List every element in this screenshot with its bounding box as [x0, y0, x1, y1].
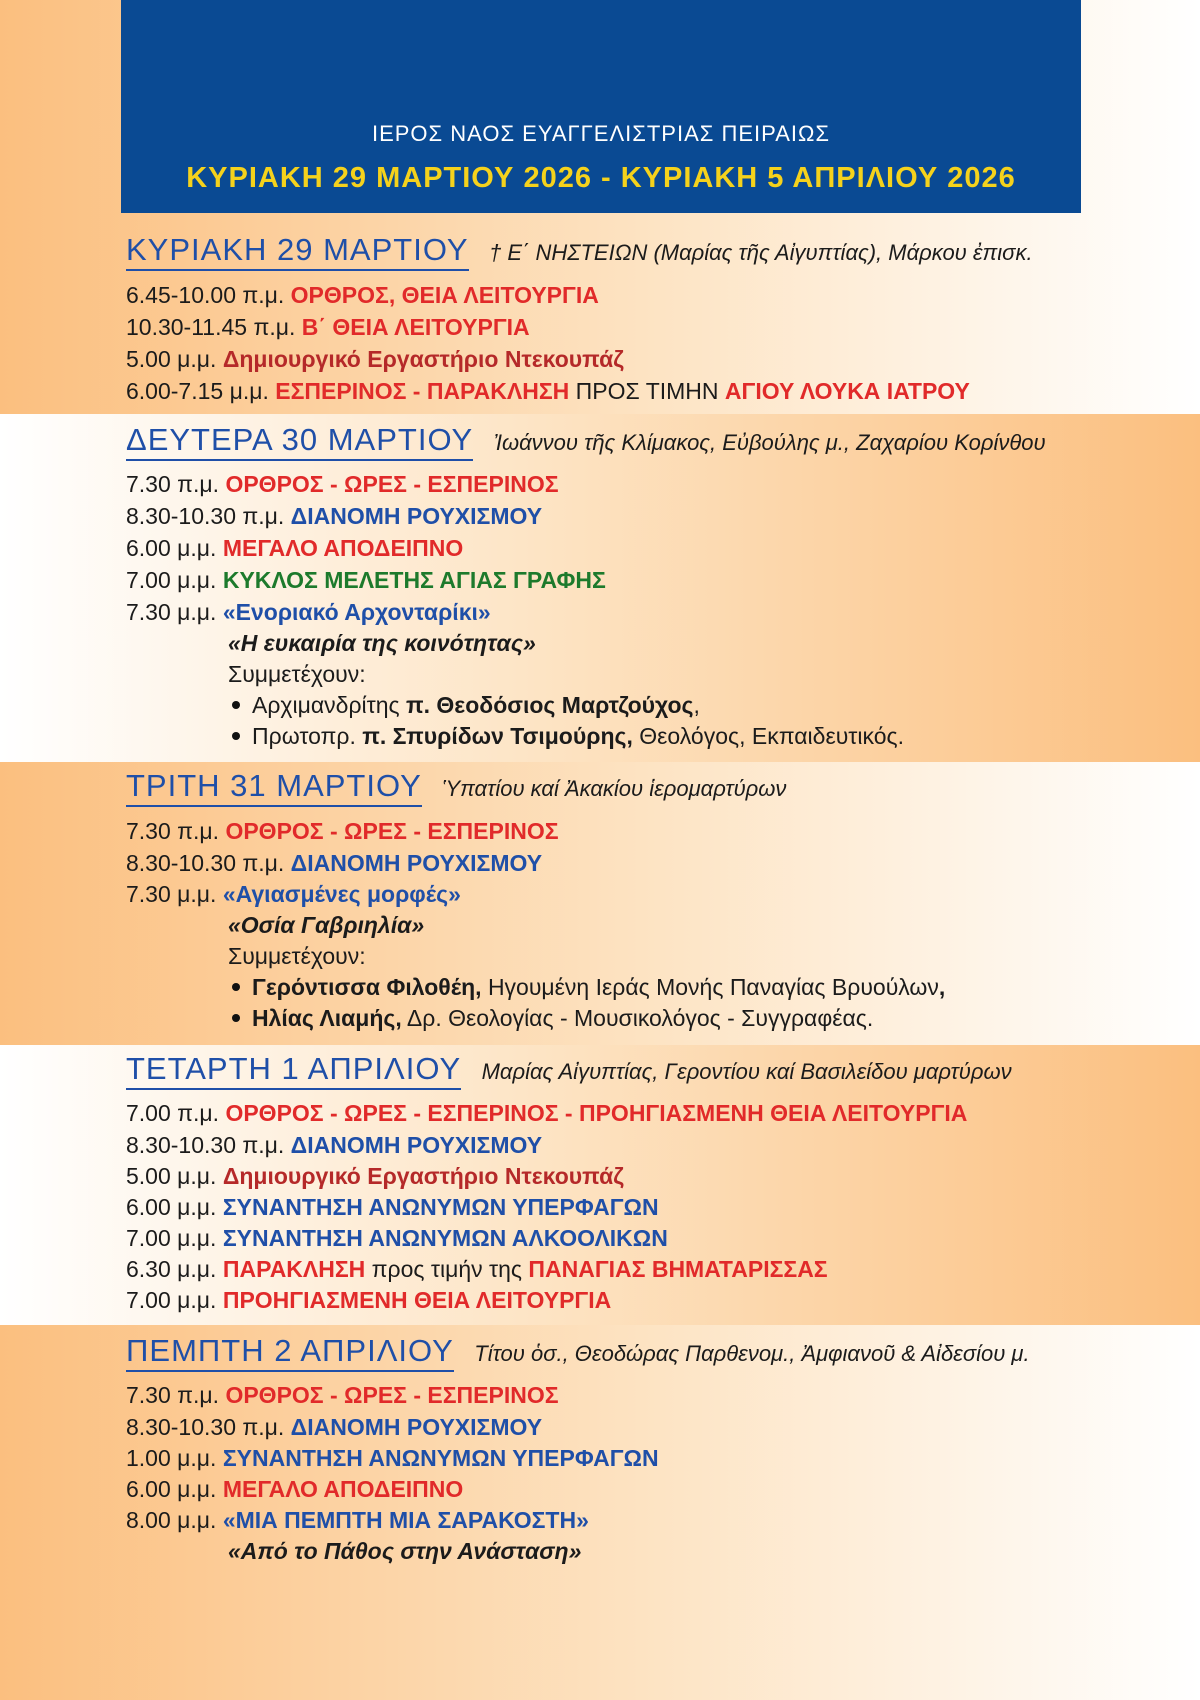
- event-time: 8.30-10.30 π.μ.: [126, 1414, 285, 1440]
- day-header: [126, 1051, 1012, 1090]
- event-line: [126, 1380, 559, 1410]
- event-time: 10.30-11.45 π.μ.: [126, 314, 296, 340]
- event-time: 7.00 μ.μ.: [126, 1287, 217, 1313]
- event-subtitle: «Η ευκαιρία της κοινότητας»: [228, 630, 536, 656]
- event-line: [126, 597, 491, 627]
- event-time: 7.00 μ.μ.: [126, 1225, 217, 1251]
- event-time: 7.30 μ.μ.: [126, 881, 217, 907]
- participant-item: [232, 690, 700, 720]
- participant-name: π. Θεοδόσιος Μαρτζούχος: [406, 692, 694, 718]
- event-title: ΜΕΓΑΛΟ ΑΠΟΔΕΙΠΝΟ: [222, 1476, 464, 1502]
- participant-tail: ,: [938, 974, 946, 1000]
- participant-detail: Θεολόγος, Εκπαιδευτικός.: [639, 723, 904, 749]
- event-line: [126, 312, 530, 342]
- event-title: ΔΙΑΝΟΜΗ ΡΟΥΧΙΣΜΟΥ: [290, 503, 543, 529]
- event-line: [126, 816, 559, 846]
- event-subtitle: «Από το Πάθος στην Ανάσταση»: [228, 1538, 582, 1564]
- day-header: [126, 232, 1033, 271]
- event-line: [126, 376, 970, 406]
- event-title: ΣΥΝΑΝΤΗΣΗ ΑΝΩΝΥΜΩΝ ΥΠΕΡΦΑΓΩΝ: [222, 1194, 659, 1220]
- event-title: ΔΙΑΝΟΜΗ ΡΟΥΧΙΣΜΟΥ: [290, 1414, 543, 1440]
- bullet-icon: [232, 701, 240, 709]
- saints-commemoration: Τίτου ὁσ., Θεοδώρας Παρθενομ., Ἀμφιανοῦ & Αἰδεσίου μ.: [474, 1341, 1030, 1366]
- event-line: [126, 344, 624, 374]
- day-header: [126, 1333, 1030, 1372]
- event-line: [126, 280, 599, 310]
- saints-commemoration: Ὑπατίου καί Ἀκακίου ἱερομαρτύρων: [442, 776, 787, 801]
- event-time: 6.30 μ.μ.: [126, 1256, 217, 1282]
- event-line: [126, 1285, 611, 1315]
- event-title: ΟΡΘΡΟΣ - ΩΡΕΣ - ΕΣΠΕΡΙΝΟΣ - ΠΡΟΗΓΙΑΣΜΕΝΗ ΘΕΙΑ ΛΕΙΤΟΥΡΓΙΑ: [225, 1100, 968, 1126]
- saints-commemoration: Ἰωάννου τῆς Κλίμακος, Εὐβούλης μ., Ζαχαρίου Κορίνθου: [493, 430, 1046, 455]
- event-connector: ΠΡΟΣ ΤΙΜΗΝ: [575, 378, 719, 404]
- event-line: [126, 501, 542, 531]
- day-title: ΔΕΥΤΕΡΑ 30 ΜΑΡΤΙΟΥ: [126, 422, 473, 461]
- event-title: «Ενοριακό Αρχονταρίκι»: [222, 599, 491, 625]
- event-line: [126, 1223, 668, 1253]
- event-title: ΔΙΑΝΟΜΗ ΡΟΥΧΙΣΜΟΥ: [290, 1132, 543, 1158]
- event-time: 8.30-10.30 π.μ.: [126, 503, 285, 529]
- event-time: 7.30 π.μ.: [126, 818, 220, 844]
- event-line: [126, 1192, 659, 1222]
- day-header: [126, 422, 1046, 461]
- event-line: [126, 1443, 659, 1473]
- participant-item: [232, 972, 945, 1002]
- participant-item: [232, 721, 904, 751]
- event-time: 5.00 μ.μ.: [126, 1163, 217, 1189]
- participant-name: Γερόντισσα Φιλοθέη,: [252, 974, 482, 1000]
- event-title: ΚΥΚΛΟΣ ΜΕΛΕΤΗΣ ΑΓΙΑΣ ΓΡΑΦΗΣ: [222, 567, 606, 593]
- participant-item: [232, 1003, 873, 1033]
- event-time: 6.45-10.00 π.μ.: [126, 282, 285, 308]
- event-line: [126, 848, 542, 878]
- event-title: ΕΣΠΕΡΙΝΟΣ - ΠΑΡΑΚΛΗΣΗ: [275, 378, 570, 404]
- event-time: 7.30 π.μ.: [126, 1382, 220, 1408]
- event-line: [126, 469, 559, 499]
- event-time: 7.30 μ.μ.: [126, 599, 217, 625]
- event-time: 6.00 μ.μ.: [126, 535, 217, 561]
- event-title: ΟΡΘΡΟΣ - ΩΡΕΣ - ΕΣΠΕΡΙΝΟΣ: [225, 471, 559, 497]
- participants-label: Συμμετέχουν:: [228, 943, 366, 969]
- event-title: «ΜΙΑ ΠΕΜΠΤΗ ΜΙΑ ΣΑΡΑΚΟΣΤΗ»: [222, 1507, 589, 1533]
- event-line: [126, 1130, 542, 1160]
- event-time: 7.00 π.μ.: [126, 1100, 220, 1126]
- event-connector: προς τιμήν της: [371, 1256, 522, 1282]
- event-line: [126, 1098, 967, 1128]
- event-title: ΠΑΡΑΚΛΗΣΗ: [222, 1256, 366, 1282]
- participant-detail: Δρ. Θεολογίας - Μουσικολόγος - Συγγραφέας.: [406, 1005, 874, 1031]
- event-line: [126, 879, 461, 909]
- bullet-icon: [232, 983, 240, 991]
- event-time: 7.30 π.μ.: [126, 471, 220, 497]
- event-time: 8.30-10.30 π.μ.: [126, 1132, 285, 1158]
- event-time: 7.00 μ.μ.: [126, 567, 217, 593]
- event-title: ΟΡΘΡΟΣ - ΩΡΕΣ - ΕΣΠΕΡΙΝΟΣ: [225, 818, 559, 844]
- event-title-2: ΑΓΙΟΥ ΛΟΥΚΑ ΙΑΤΡΟΥ: [724, 378, 970, 404]
- church-name: ΙΕΡΟΣ ΝΑΟΣ ΕΥΑΓΓΕΛΙΣΤΡΙΑΣ ΠΕΙΡΑΙΩΣ: [371, 121, 831, 146]
- event-title: Δημιουργικό Εργαστήριο Ντεκουπάζ: [222, 1163, 624, 1189]
- event-time: 8.00 μ.μ.: [126, 1507, 217, 1533]
- bullet-icon: [232, 1014, 240, 1022]
- participant-role: Αρχιμανδρίτης: [252, 692, 400, 718]
- event-title: ΣΥΝΑΝΤΗΣΗ ΑΝΩΝΥΜΩΝ ΥΠΕΡΦΑΓΩΝ: [222, 1445, 659, 1471]
- event-time: 6.00 μ.μ.: [126, 1194, 217, 1220]
- event-line: [126, 1505, 589, 1535]
- participant-name: π. Σπυρίδων Τσιμούρης,: [362, 723, 633, 749]
- event-title: «Αγιασμένες μορφές»: [222, 881, 461, 907]
- event-time: 8.30-10.30 π.μ.: [126, 850, 285, 876]
- event-line: [126, 1254, 828, 1284]
- event-title: ΣΥΝΑΝΤΗΣΗ ΑΝΩΝΥΜΩΝ ΑΛΚΟΟΛΙΚΩΝ: [222, 1225, 668, 1251]
- event-title: ΜΕΓΑΛΟ ΑΠΟΔΕΙΠΝΟ: [222, 535, 464, 561]
- saints-commemoration: Μαρίας Αἰγυπτίας, Γεροντίου καί Βασιλείδου μαρτύρων: [481, 1059, 1012, 1084]
- saints-commemoration: † Ε΄ ΝΗΣΤΕΙΩΝ (Μαρίας τῆς Αἰγυπτίας), Μάρκου ἐπισκ.: [489, 240, 1033, 265]
- participant-name: Ηλίας Λιαμής,: [252, 1005, 402, 1031]
- event-title: ΔΙΑΝΟΜΗ ΡΟΥΧΙΣΜΟΥ: [290, 850, 543, 876]
- event-line: [126, 533, 463, 563]
- event-time: 5.00 μ.μ.: [126, 346, 217, 372]
- day-title: ΚΥΡΙΑΚΗ 29 ΜΑΡΤΙΟΥ: [126, 232, 469, 271]
- header-banner: [121, 0, 1081, 213]
- event-time: 6.00 μ.μ.: [126, 1476, 217, 1502]
- participant-detail: Ηγουμένη Ιεράς Μονής Παναγίας Βρυούλων: [487, 974, 939, 1000]
- event-title: Δημιουργικό Εργαστήριο Ντεκουπάζ: [222, 346, 624, 372]
- participant-role: Πρωτοπρ.: [252, 723, 356, 749]
- event-line: [126, 1161, 624, 1191]
- participant-detail: ,: [693, 692, 700, 718]
- event-title: ΟΡΘΡΟΣ, ΘΕΙΑ ΛΕΙΤΟΥΡΓΙΑ: [290, 282, 599, 308]
- event-time: 1.00 μ.μ.: [126, 1445, 217, 1471]
- event-title-2: ΠΑΝΑΓΙΑΣ ΒΗΜΑΤΑΡΙΣΣΑΣ: [528, 1256, 828, 1282]
- event-time: 6.00-7.15 μ.μ.: [126, 378, 269, 404]
- day-title: ΠΕΜΠΤΗ 2 ΑΠΡΙΛΙΟΥ: [126, 1333, 454, 1372]
- event-title: Β΄ ΘΕΙΑ ΛΕΙΤΟΥΡΓΙΑ: [301, 314, 530, 340]
- event-line: [126, 565, 606, 595]
- day-header: [126, 768, 786, 807]
- event-line: [126, 1474, 463, 1504]
- event-subtitle: «Οσία Γαβριηλία»: [228, 912, 425, 938]
- day-title: ΤΡΙΤΗ 31 ΜΑΡΤΙΟΥ: [126, 768, 422, 807]
- event-line: [126, 1412, 542, 1442]
- event-title: ΠΡΟΗΓΙΑΣΜΕΝΗ ΘΕΙΑ ΛΕΙΤΟΥΡΓΙΑ: [222, 1287, 612, 1313]
- participants-label: Συμμετέχουν:: [228, 661, 366, 687]
- event-title: ΟΡΘΡΟΣ - ΩΡΕΣ - ΕΣΠΕΡΙΝΟΣ: [225, 1382, 559, 1408]
- bullet-icon: [232, 732, 240, 740]
- date-range: ΚΥΡΙΑΚΗ 29 ΜΑΡΤΙΟΥ 2026 - ΚΥΡΙΑΚΗ 5 ΑΠΡΙΛΙΟΥ 2026: [186, 162, 1016, 194]
- day-title: ΤΕΤΑΡΤΗ 1 ΑΠΡΙΛΙΟΥ: [126, 1051, 461, 1090]
